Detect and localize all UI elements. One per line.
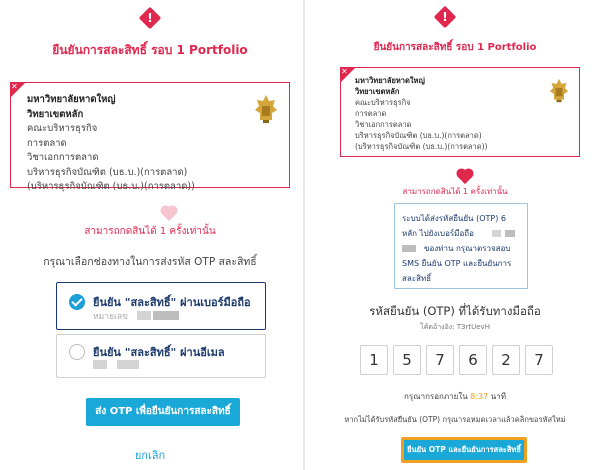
info-line: สละสิทธิ์ (402, 274, 432, 283)
otp-info-box (394, 203, 528, 289)
warning-icon: ! (139, 7, 162, 30)
heart-icon (162, 207, 176, 221)
otp-digit-input[interactable]: 1 (360, 345, 388, 375)
otp-digit-input[interactable]: 6 (459, 345, 487, 375)
timer-prefix: กรุณากรอกภายใน (404, 392, 468, 401)
department-name: การตลาด (27, 137, 67, 149)
university-logo-icon (549, 78, 569, 103)
university-name: มหาวิทยาลัยหาดใหญ่ (27, 94, 116, 105)
choose-channel-text: กรุณาเลือกช่องทางในการส่งรหัส OTP สละสิทธิ์ (43, 256, 257, 268)
option-phone-sub: หมายเลข (93, 312, 128, 322)
limit-notice: สามารถกดสินได้ 1 ครั้งเท่านั้น (402, 187, 508, 196)
confirm-otp-button[interactable]: ยืนยัน OTP และยืนยันการสละสิทธิ์ (404, 440, 524, 460)
university-card (340, 67, 580, 157)
warning-icon: ! (434, 6, 457, 29)
campus-name: วิทยาเขตหลัก (27, 108, 84, 120)
option-email-label: ยืนยัน "สละสิทธิ์" ผ่านอีเมล (93, 346, 225, 359)
program-name: บริหารธุรกิจบัณฑิต (บธ.บ.)(การตลาด) (27, 166, 188, 178)
faculty-name: คณะบริหารธุรกิจ (27, 123, 98, 134)
otp-digit-input[interactable]: 7 (426, 345, 454, 375)
radio-unchecked-icon[interactable] (69, 344, 85, 360)
timer-suffix: นาที (490, 392, 506, 401)
university-name: มหาวิทยาลัยหาดใหญ่ (355, 76, 425, 85)
radio-checked-icon[interactable] (69, 294, 85, 310)
page-title: ยืนยันการสละสิทธิ์ รอบ 1 Portfolio (52, 43, 248, 57)
masked-number (505, 230, 515, 237)
masked-number (402, 245, 416, 252)
otp-entry-panel (310, 0, 600, 470)
otp-digit-input[interactable]: 5 (393, 345, 421, 375)
option-email[interactable] (56, 334, 266, 378)
major-name: วิชาเอกการตลาด (355, 120, 412, 129)
cancel-link[interactable]: ยกเลิก (134, 449, 166, 462)
reference-code: โค้ดอ้างอิง: T3rtUevH (420, 323, 490, 331)
faculty-name: คณะบริหารธุรกิจ (355, 98, 411, 107)
info-line: SMS ยืนยัน OTP และยืนยันการ (402, 259, 512, 268)
university-logo-icon (254, 94, 278, 124)
masked-number (153, 311, 179, 320)
masked-email (117, 360, 139, 369)
otp-digit-input[interactable]: 7 (525, 345, 553, 375)
option-phone[interactable] (56, 282, 266, 330)
masked-number (137, 311, 151, 320)
info-line: หลัก ไปยังเบอร์มือถือ (402, 229, 474, 238)
department-name: การตลาด (355, 109, 387, 118)
program-alt-name: (บริหารธุรกิจบัณฑิต (บธ.บ.)(การตลาด)) (355, 142, 488, 151)
campus-name: วิทยาเขตหลัก (355, 87, 400, 96)
remove-icon[interactable]: ✕ (340, 67, 356, 83)
otp-digit-input[interactable]: 2 (492, 345, 520, 375)
program-alt-name: (บริหารธุรกิจบัณฑิต (บธ.บ.)(การตลาด)) (27, 181, 195, 192)
major-name: วิชาเอกการตลาด (27, 152, 99, 163)
timer-text (310, 390, 600, 403)
send-otp-button[interactable]: ส่ง OTP เพื่อยืนยันการสละสิทธิ์ (86, 398, 240, 426)
masked-email (93, 360, 107, 369)
info-line: ของท่าน กรุณาตรวจสอบ (424, 244, 511, 253)
otp-heading: รหัสยืนยัน (OTP) ที่ได้รับทางมือถือ (369, 304, 541, 318)
masked-number (492, 230, 501, 237)
remove-icon[interactable]: ✕ (10, 82, 26, 98)
option-phone-label: ยืนยัน "สละสิทธิ์" ผ่านเบอร์มือถือ (93, 296, 251, 309)
timer-value: 8:37 (470, 392, 489, 401)
page-title: ยืนยันการสละสิทธิ์ รอบ 1 Portfolio (373, 42, 537, 53)
program-name: บริหารธุรกิจบัณฑิต (บธ.บ.)(การตลาด) (355, 131, 482, 140)
resend-notice: หากไม่ได้รับรหัสยืนยัน (OTP) กรุณารอหมดเวลาแล้วคลิกขอรหัสใหม่ (344, 415, 566, 424)
panel-divider (303, 0, 305, 470)
info-line: ระบบได้ส่งรหัสยืนยัน (OTP) 6 (402, 214, 506, 223)
heart-icon (458, 170, 472, 184)
university-card (10, 82, 290, 192)
limit-notice: สามารถกดสินได้ 1 ครั้งเท่านั้น (84, 226, 216, 237)
